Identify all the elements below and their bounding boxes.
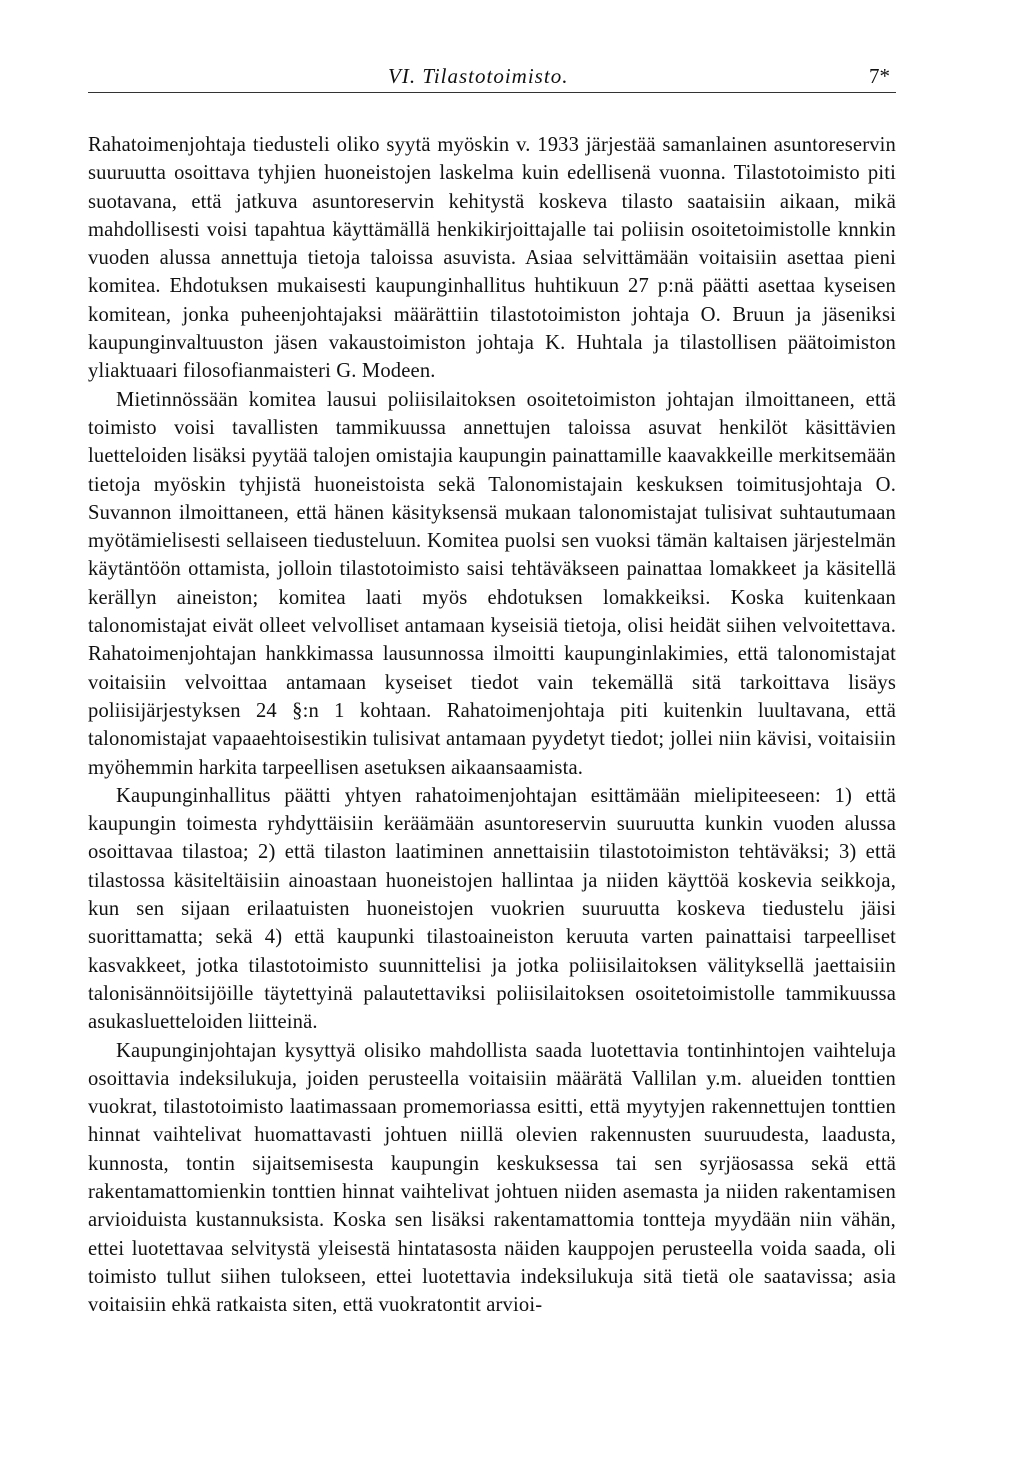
document-page [88,58,896,1319]
paragraph-3: Kaupunginhallitus päätti yhtyen rahatoimenjohtajan esittämään mielipiteeseen: 1) että kaupungin toimesta ryhdyttäisiin keräämään asuntoreservin suuruutta kunkin vuoden alussa osoittavaa tilastoa; 2) että tilaston laatiminen annettaisiin tilastotoimiston tehtäväksi; 3) että tilastossa käsiteltäisiin ainoastaan huoneistojen hallintaa ja niiden käyttöä koskevia seikkoja, kun sen sijaan erilaatuisten huoneistojen vuokrien suuruutta koskeva tiedustelu jäisi suorittamatta; sekä 4) että kaupunki tilastoaineiston keruuta varten painattaisi tarpeelliset kasvakkeet, jotka tilastotoimisto suunnittelisi ja jotka poliisilaitoksen välityksellä jaettaisiin talonisännöitsijöille täytettyinä palautettaviksi poliisilaitoksen osoitetoimistolle tammikuussa asukasluetteloiden liitteinä. [88,784,896,1034]
paragraph-2: Mietinnössään komitea lausui poliisilaitoksen osoitetoimiston johtajan ilmoittaneen, että toimisto voisi tavallisten tammikuussa annettujen taloissa asuvat henkilöt käsittävien luetteloiden lisäksi pyytää talojen omistajia kaupungin painattamille kaavakkeille merkitsemään tietoja myöskin tyhjistä huoneistoista sekä Talonomistajain keskuksen toimitusjohtaja O. Suvannon ilmoittaneen, että hänen käsityksensä mukaan talonomistajat tulisivat suhtautumaan myötämielisesti sellaiseen tiedusteluun. Komitea puolsi sen vuoksi tämän kaltaisen järjestelmän käytäntöön ottamista, jolloin tilastotoimisto saisi tehtäväkseen painattaa lomakkeet ja käsitellä kerällyn aineiston; komitea laati myös ehdotuksen lomakkeiksi. Koska kuitenkaan talonomistajat eivät olleet velvolliset antamaan kyseisiä tietoja, olisi heidät siihen velvoitettava. Rahatoimenjohtajan hankkimassa lausunnossa ilmoitti kaupunginlakimies, että talonomistajat voitaisiin velvoittaa antamaan kyseiset tiedot vain tekemällä sitä tarkoittava lisäys poliisijärjestyksen 24 §:n 1 kohtaan. Rahatoimenjohtaja piti kuitenkin luultavana, että talonomistajat vapaaehtoisestikin tulisivat antamaan pyydetyt tiedot; jollei niin kävisi, voitaisiin myöhemmin harkita tarpeellisen asetuksen aikaansaamista. [88,388,896,779]
paragraph-4: Kaupunginjohtajan kysyttyä olisiko mahdollista saada luotettavia tontinhintojen vaihteluja osoittavia indeksilukuja, joiden perusteella voitaisiin määrätä Vallilan y.m. alueiden tonttien vuokrat, tilastotoimisto laatimassaan promemoriassa esitti, että myytyjen rakennettujen tonttien hinnat vaihtelivat huomattavasti johtuen niillä olevien rakennusten suuruudesta, laadusta, kunnosta, tontin sijaitsemisesta kaupungin keskuksessa tai sen syrjäosassa sekä että rakentamattomienkin tonttien hinnat vaihtelivat johtuen niiden asemasta ja niiden rakentamisen arvioiduista kustannuksista. Koska sen lisäksi rakentamattomia tontteja myydään niin vähän, ettei luotettavaa selvitystä yleisestä hintatasosta näiden kauppojen perusteella voida saada, oli toimisto tullut siihen tulokseen, ettei luotettavia indeksilukuja sitä tietä ole saatavissa; asia voitaisiin ehkä ratkaista siten, että vuokratontit arvioi- [88,1039,896,1317]
running-header [88,58,896,93]
paragraph-1: Rahatoimenjohtaja tiedusteli oliko syytä myöskin v. 1933 järjestää samanlainen asuntoreservin suuruutta osoittava tyhjien huoneistojen laskelma kuin edellisenä vuonna. Tilastotoimisto piti suotavana, että jatkuva asuntoreservin kehitystä koskeva tilasto saataisiin aikaan, mikä mahdollisesti voisi tapahtua käyttämällä henkikirjoittajalle tai poliisin osoitetoimistolle knnkin vuoden alussa annettuja tietoja taloissa asuvista. Asiaa selvittämään voitaisiin asettaa pieni komitea. Ehdotuksen mukaisesti kaupunginhallitus huhtikuun 27 p:nä päätti asettaa kyseisen komitean, jonka puheenjohtajaksi määrättiin tilastotoimiston johtaja O. Bruun ja jäseniksi kaupunginvaltuuston jäsen vakaustoimiston johtaja K. Huhtala ja tilastollisen päätoimiston yliaktuaari filosofianmaisteri G. Modeen. [88,134,896,383]
page-number: 7* [869,64,890,88]
body-text [88,131,896,1319]
chapter-title: VI. Tilastotoimisto. [388,64,569,88]
